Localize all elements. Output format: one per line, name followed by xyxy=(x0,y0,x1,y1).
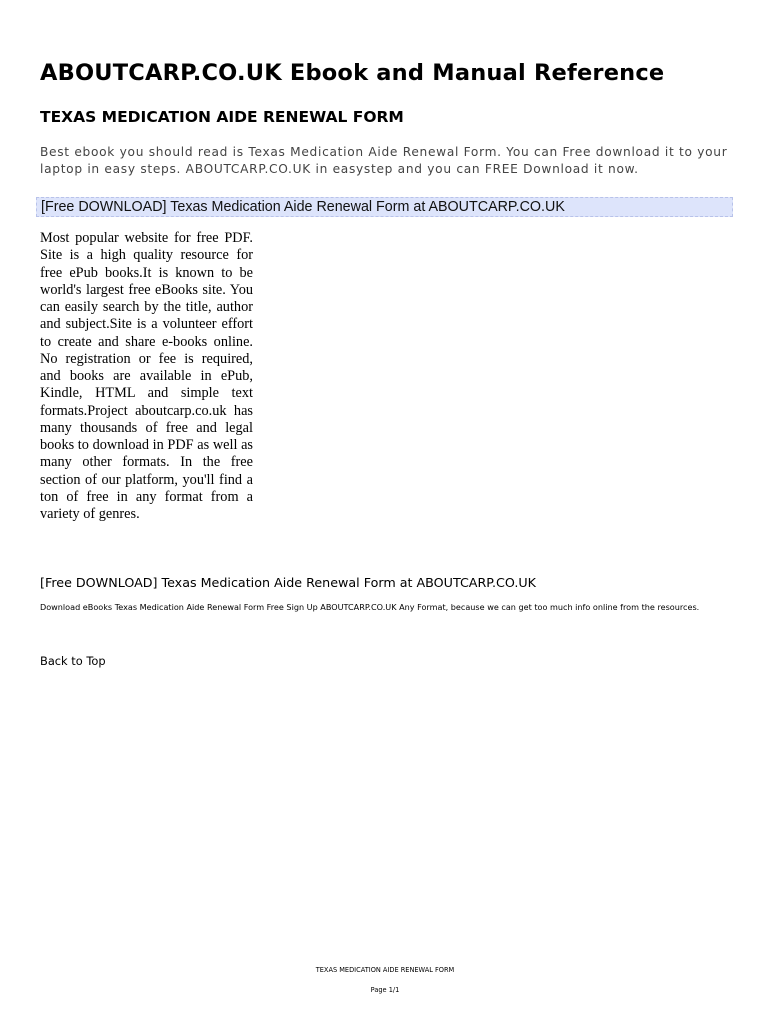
back-to-top-link[interactable]: Back to Top xyxy=(40,654,106,668)
document-heading: TEXAS MEDICATION AIDE RENEWAL FORM xyxy=(40,108,404,126)
intro-text: Best ebook you should read is Texas Medication Aide Renewal Form. You can Free download it to your laptop in easy steps. ABOUTCARP.CO.UK in easystep and you can FREE Download it now. xyxy=(40,145,728,176)
download-link[interactable]: [Free DOWNLOAD] Texas Medication Aide Renewal Form at ABOUTCARP.CO.UK xyxy=(40,575,536,590)
body-paragraph: Most popular website for free PDF. Site is a high quality resource for free ePub books.It is known to be world's largest free eBooks site. You can easily search by the title, author and subject.Site is a volunteer effort to create and share e-books online. No registration or fee is required, and books are available in ePub, Kindle, HTML and simple text formats.Project aboutcarp.co.uk has many thousands of free and legal books to download in PDF as well as many other formats. In the free section of our platform, you'll find a ton of free in any format from a variety of genres. xyxy=(40,230,253,522)
download-banner-label[interactable]: [Free DOWNLOAD] Texas Medication Aide Renewal Form at ABOUTCARP.CO.UK xyxy=(41,199,565,215)
site-title: ABOUTCARP.CO.UK Ebook and Manual Reference xyxy=(40,60,665,86)
footer-title: TEXAS MEDICATION AIDE RENEWAL FORM xyxy=(315,966,455,974)
download-banner[interactable] xyxy=(36,197,733,217)
page-number: Page 1/1 xyxy=(370,986,400,994)
download-description: Download eBooks Texas Medication Aide Renewal Form Free Sign Up ABOUTCARP.CO.UK Any Format, because we can get too much info online from the resources. xyxy=(40,602,700,612)
